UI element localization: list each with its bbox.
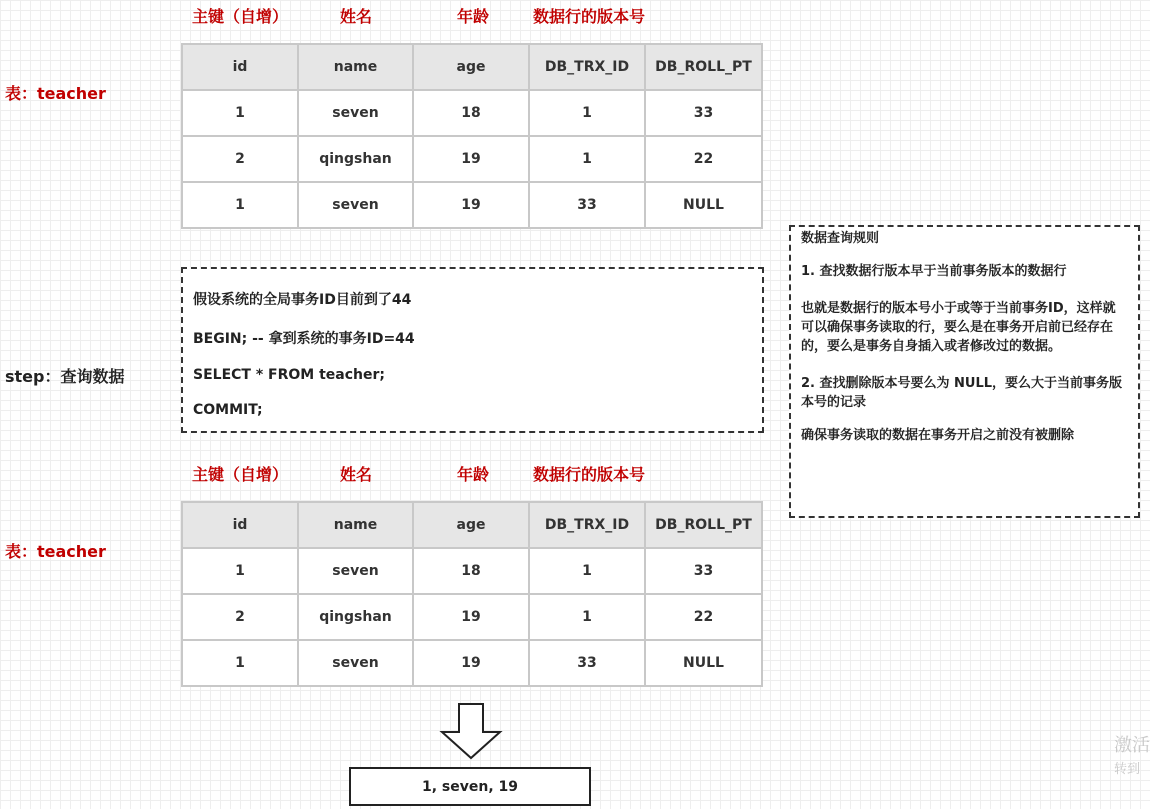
table-cell: 1 [182, 548, 298, 594]
code-line: COMMIT; [193, 402, 263, 418]
header-label-row-version: 数据行的版本号 [533, 465, 646, 484]
step-label: step：查询数据 [5, 367, 125, 386]
column-header-age: age [413, 502, 529, 548]
table-cell: 2 [182, 136, 298, 182]
code-line: BEGIN; -- 拿到系统的事务ID=44 [193, 331, 415, 347]
table-cell: 1 [529, 594, 645, 640]
table-label-teacher-bottom: 表：teacher [5, 542, 106, 561]
table-cell: 1 [529, 136, 645, 182]
table-row [182, 640, 762, 686]
column-header-db-roll-pt: DB_ROLL_PT [645, 44, 762, 90]
column-header-id: id [182, 44, 298, 90]
table-cell: 22 [645, 136, 762, 182]
table-label-teacher-top: 表：teacher [5, 84, 106, 103]
table-cell: 1 [529, 548, 645, 594]
query-result-text: 1, seven, 19 [421, 778, 519, 795]
code-line: 假设系统的全局事务ID目前到了44 [193, 292, 412, 308]
header-label-name: 姓名 [340, 7, 373, 26]
transaction-code-box [181, 267, 764, 433]
teacher-table-bottom [181, 501, 763, 687]
table-row [182, 548, 762, 594]
header-label-age: 年龄 [457, 7, 490, 26]
table-cell: 33 [529, 182, 645, 228]
table-row [182, 136, 762, 182]
rule-1-title: 1. 查找数据行版本早于当前事务版本的数据行 [801, 264, 1067, 279]
header-label-primary-key: 主键（自增） [192, 465, 289, 484]
table-header-row [182, 502, 762, 548]
column-header-age: age [413, 44, 529, 90]
table-cell: NULL [645, 182, 762, 228]
table-cell: seven [298, 182, 413, 228]
table-cell: 2 [182, 594, 298, 640]
table-cell: 19 [413, 136, 529, 182]
header-label-row-version: 数据行的版本号 [533, 7, 646, 26]
table-cell: seven [298, 90, 413, 136]
rule-2-title: 2. 查找删除版本号要么为 NULL，要么大于当前事务版本号的记录 [801, 376, 1123, 410]
column-header-db-roll-pt: DB_ROLL_PT [645, 502, 762, 548]
table-cell: 19 [413, 182, 529, 228]
table-cell: 33 [645, 90, 762, 136]
watermark-activate-text: 激活 [1114, 735, 1150, 756]
table-cell: 1 [182, 90, 298, 136]
table-cell: 18 [413, 548, 529, 594]
header-label-primary-key: 主键（自增） [192, 7, 289, 26]
table-cell: 18 [413, 90, 529, 136]
code-line: SELECT * FROM teacher; [193, 367, 385, 383]
table-row [182, 594, 762, 640]
table-cell: qingshan [298, 594, 413, 640]
table-cell: 19 [413, 640, 529, 686]
table-cell: 1 [182, 640, 298, 686]
query-rules-box [789, 225, 1140, 518]
table-row [182, 182, 762, 228]
header-label-age: 年龄 [457, 465, 490, 484]
header-label-name: 姓名 [340, 465, 373, 484]
table-cell: 33 [529, 640, 645, 686]
column-header-db-trx-id: DB_TRX_ID [529, 44, 645, 90]
table-cell: seven [298, 640, 413, 686]
table-cell: 1 [182, 182, 298, 228]
rule-2-description: 确保事务读取的数据在事务开启之前没有被删除 [801, 428, 1075, 443]
query-result-box [349, 767, 591, 806]
table-cell: 19 [413, 594, 529, 640]
table-cell: seven [298, 548, 413, 594]
table-cell: 1 [529, 90, 645, 136]
column-header-name: name [298, 502, 413, 548]
rule-1-description: 也就是数据行的版本号小于或等于当前事务ID，这样就可以确保事务读取的行，要么是在事务开启前已经存在的，要么是事务自身插入或者修改过的数据。 [801, 301, 1116, 354]
teacher-table-top [181, 43, 763, 229]
watermark-goto-text: 转到 [1114, 762, 1141, 777]
table-cell: 33 [645, 548, 762, 594]
table-header-row [182, 44, 762, 90]
column-header-name: name [298, 44, 413, 90]
table-cell: NULL [645, 640, 762, 686]
rules-title: 数据查询规则 [801, 231, 880, 246]
column-header-db-trx-id: DB_TRX_ID [529, 502, 645, 548]
table-row [182, 90, 762, 136]
down-arrow-icon [438, 702, 504, 760]
table-cell: qingshan [298, 136, 413, 182]
column-header-id: id [182, 502, 298, 548]
table-cell: 22 [645, 594, 762, 640]
